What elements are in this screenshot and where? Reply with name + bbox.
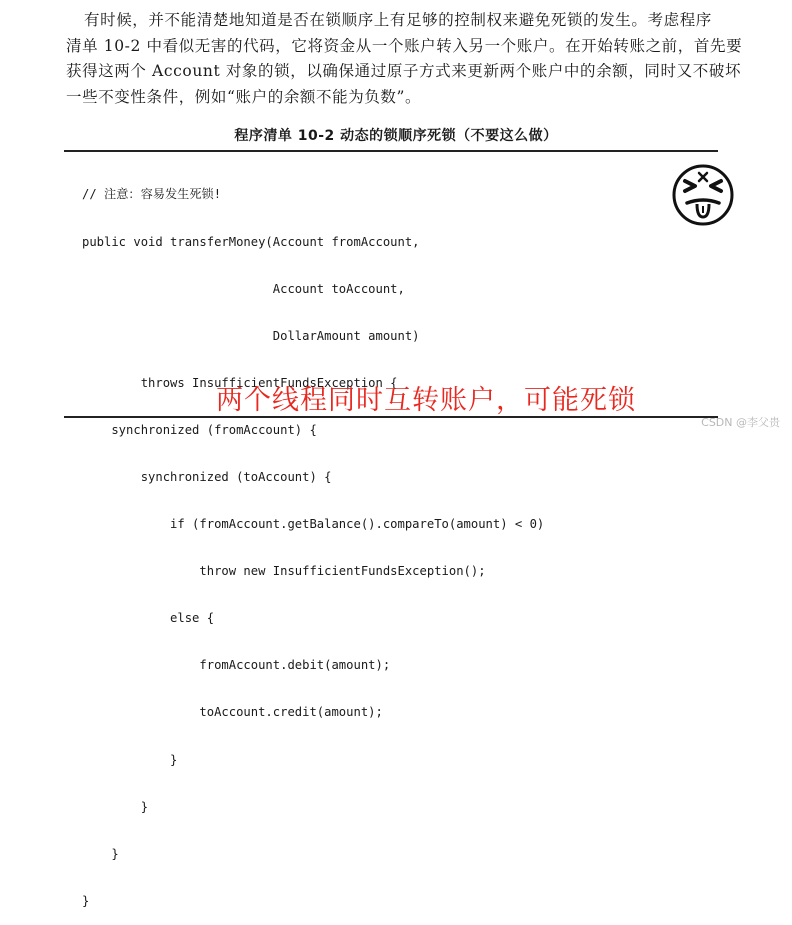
code-line: synchronized (toAccount) { [82,469,332,484]
code-line: } [82,752,178,767]
angry-face-icon-graphic [671,163,735,227]
code-line: } [82,893,90,908]
code-line: synchronized (fromAccount) { [82,422,317,437]
code-line: else { [82,611,215,626]
code-line: DollarAmount amount) [82,328,420,343]
code-line: fromAccount.debit(amount); [82,658,391,673]
top-rule [64,150,718,152]
code-line: public void transferMoney(Account fromAccount, [82,234,420,249]
bottom-rule [64,416,718,418]
paragraph-line: 清单 10-2 中看似无害的代码，它将资金从一个账户转入另一个账户。在开始转账之前，首先要 [66,36,743,55]
watermark: CSDN @李父贵 [701,416,780,429]
listing-caption: 程序清单 10-2 动态的锁顺序死锁（不要这么做） [234,128,558,144]
red-annotation: 两个线程同时互转账户，可能死锁 [216,385,636,416]
code-line: // 注意：容易发生死锁! [82,187,222,202]
code-line: toAccount.credit(amount); [82,705,383,720]
paragraph-line: 有时候，并不能清楚地知道是否在锁顺序上有足够的控制权来避免死锁的发生。考虑程序 [84,11,712,29]
paragraph-line: 获得这两个 Account 对象的锁，以确保通过原子方式来更新两个账户中的余额，同时又不破坏 [66,62,742,80]
code-listing [82,156,544,925]
code-line: } [82,799,149,814]
code-line: if (fromAccount.getBalance().compareTo(amount) < 0) [82,517,545,532]
paragraph-line: 一些不变性条件，例如“账户的余额不能为负数”。 [66,87,422,106]
angry-face-icon [671,163,735,227]
code-line: } [82,846,119,861]
code-line: Account toAccount, [82,281,405,296]
body-paragraph [66,8,778,110]
code-line: throw new InsufficientFundsException(); [82,564,486,579]
code-line: throws InsufficientFundsException { [82,375,398,390]
